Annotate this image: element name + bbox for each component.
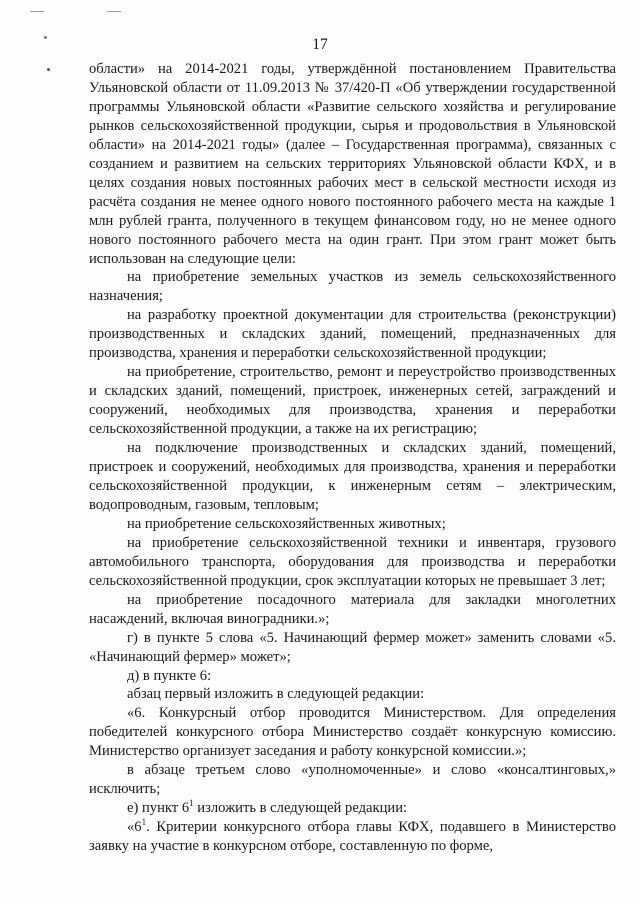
item-e-text-suffix: . Критерии конкурсного отбора главы КФХ, подавшего в Министерство заявку на участие в конкурсном отборе, составленную по форме,: [89, 819, 616, 855]
page-number: 17: [312, 36, 328, 53]
paragraph: на приобретение сельскохозяйственной техники и инвентаря, грузового автомобильного транспорта, оборудования для производства и переработки сельскохозяйственной продукции, срок эксплуатации которых не превышает 3 лет;: [89, 534, 616, 589]
paragraph: в абзаце третьем слово «уполномоченные» и слово «консалтинговых,» исключить;: [89, 762, 616, 798]
paragraph: на приобретение посадочного материала для закладки многолетних насаждений, включая виноградники.»;: [89, 591, 616, 627]
paragraph: на подключение производственных и складских зданий, помещений, пристроек и сооружений, необходимых для производства, хранения и переработки сельскохозяйственной продукции, к инженерным сетям – электрическим, водопроводным, газовым, тепловым;: [89, 440, 616, 513]
paragraph: на приобретение земельных участков из земель сельскохозяйственного назначения;: [89, 269, 616, 305]
paragraph: на приобретение сельскохозяйственных животных;: [127, 515, 446, 532]
scan-artifact: [47, 68, 50, 71]
paragraph: на приобретение, строительство, ремонт и переустройство производственных и складских зданий, помещений, пристроек, инженерных сетей, заграждений и сооружений, необходимых для производства, хранения и переработки сельскохозяйственной продукции, а также на их регистрацию;: [89, 364, 616, 438]
scan-artifact: [30, 11, 44, 12]
item-e-prefix: е) пункт 6: [127, 800, 190, 817]
paragraph: г) в пункте 5 слова «5. Начинающий фермер может» заменить словами «5. «Начинающий фермер» может»;: [89, 629, 616, 665]
document-body: [89, 60, 616, 856]
item-e-text-prefix: «6: [127, 819, 142, 836]
paragraph: на разработку проектной документации для строительства (реконструкции) производственных и складских зданий, помещений, предназначенных для производства, хранения и переработки сельскохозяйственной продукции;: [89, 307, 616, 362]
paragraph: области» на 2014-2021 годы, утверждённой постановлением Правительства Ульяновской области от 11.09.2013 № 37/420-П «Об утверждении государственной программы Ульяновской области «Развитие сельского хозяйства и регулирование рынков сельскохозяйственной продукции, сырья и продовольствия в Ульяновской области» на 2014-2021 годы» (далее – Государственная программа), связанных с созданием и развитием на сельских территориях Ульяновской области КФХ, и в целях создания новых постоянных рабочих мест в сельской местности исходя из расчёта создания не менее одного нового постоянного рабочего места на каждые 1 млн рублей гранта, полученного в текущем финансовом году, но не менее одного нового постоянного рабочего места на один грант. При этом грант может быть использован на следующие цели:: [89, 61, 616, 267]
item-e-suffix: изложить в следующей редакции:: [193, 800, 408, 817]
scan-artifact: [107, 11, 121, 12]
paragraph-item-e-text: [89, 818, 616, 856]
paragraph: абзац первый изложить в следующей редакции:: [127, 686, 425, 703]
paragraph-item-e: [89, 799, 616, 818]
paragraph: «6. Конкурсный отбор проводится Министерством. Для определения победителей конкурсного отбора Министерство создаёт конкурсную комиссию. Министерство организует заседания и работу конкурсной комиссии.»;: [89, 705, 616, 760]
paragraph: д) в пункте 6:: [127, 667, 212, 684]
item-e-text-superscript: 1: [141, 817, 147, 828]
item-e-superscript: 1: [189, 798, 194, 809]
